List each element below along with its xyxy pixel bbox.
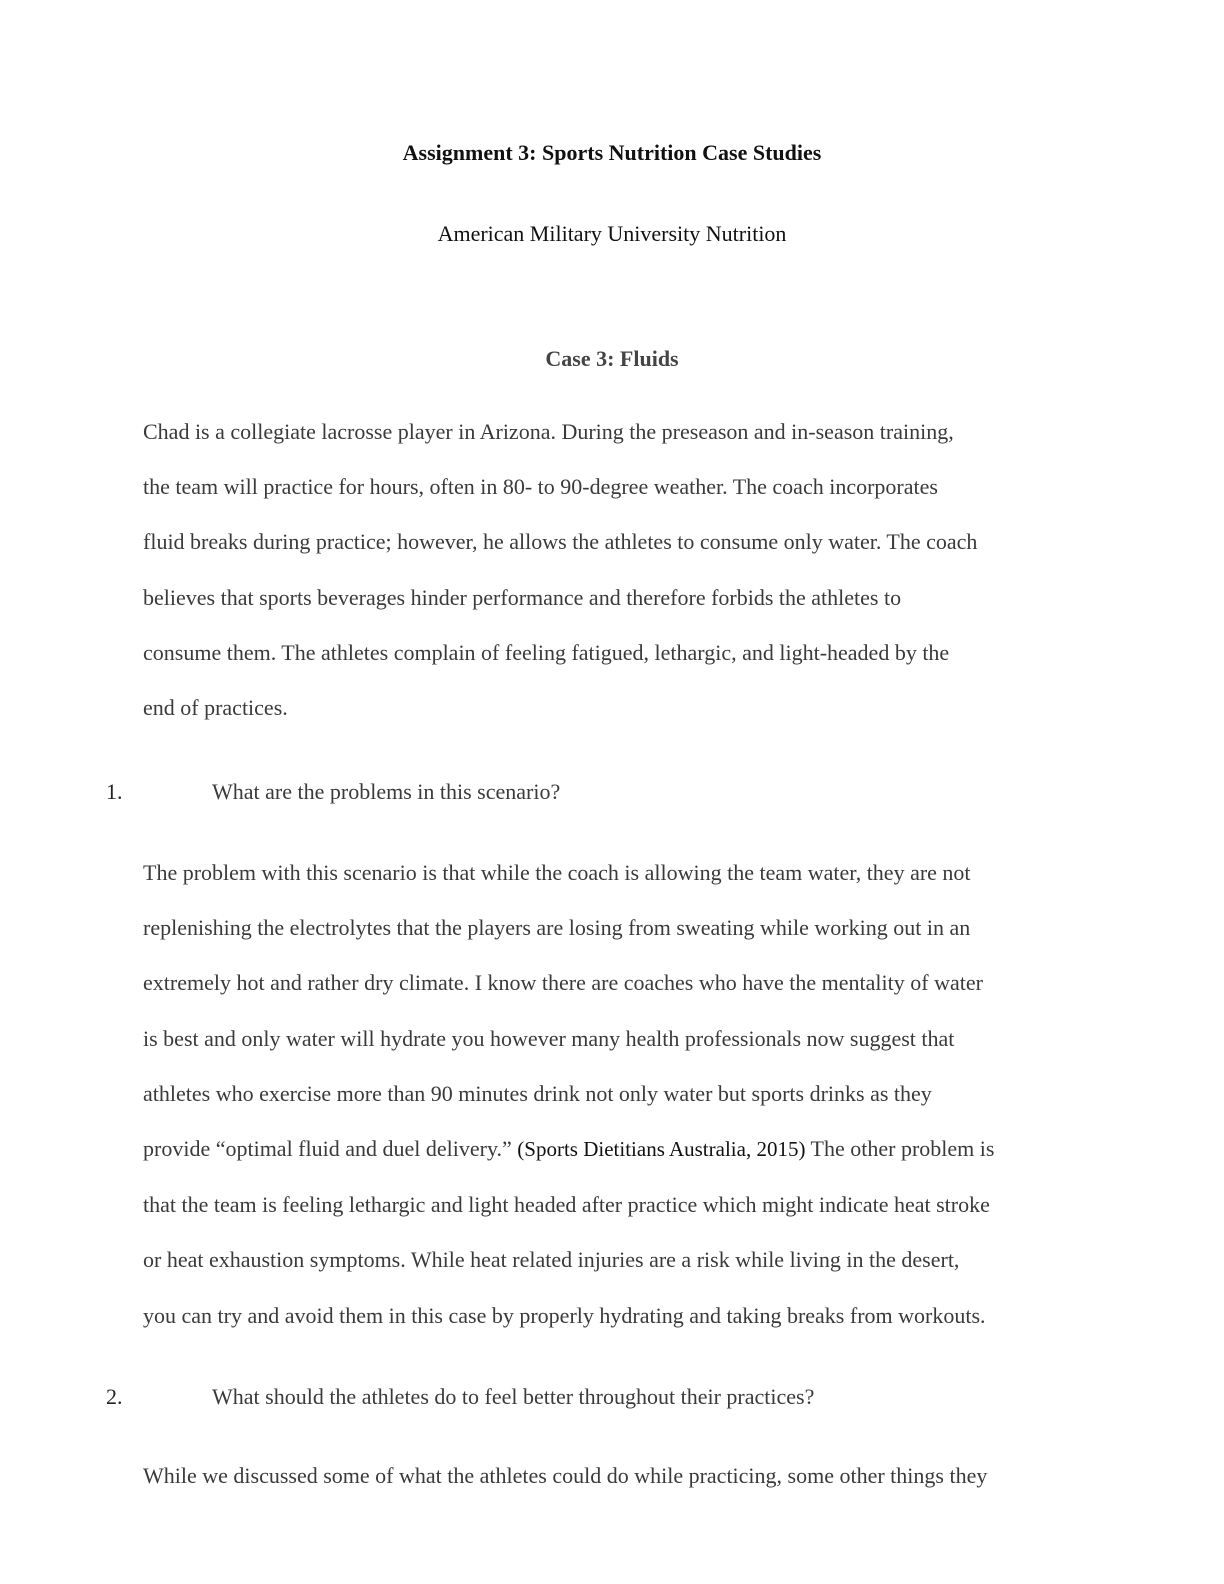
question-text: What are the problems in this scenario?	[212, 779, 561, 804]
answer-line: athletes who exercise more than 90 minutes drink not only water but sports drinks as they	[143, 1080, 932, 1106]
document-title: Assignment 3: Sports Nutrition Case Studies	[402, 140, 822, 165]
intro-line: believes that sports beverages hinder performance and therefore forbids the athletes to	[143, 584, 902, 610]
answer-line: or heat exhaustion symptoms. While heat related injuries are a risk while living in the desert,	[143, 1247, 960, 1273]
answer-line-with-citation	[143, 1121, 1078, 1177]
answer-line: you can try and avoid them in this case by properly hydrating and taking breaks from workouts.	[143, 1302, 986, 1328]
answer-text: provide “optimal fluid and duel delivery.”	[143, 1136, 518, 1162]
question-number: 2.	[106, 1384, 123, 1409]
intro-paragraph	[143, 404, 1078, 735]
question-2	[106, 1381, 814, 1413]
document-subtitle: American Military University Nutrition	[437, 221, 787, 246]
answer-text: The other problem is	[805, 1136, 995, 1162]
answer-line: replenishing the electrolytes that the players are losing from sweating while working out in an	[143, 915, 971, 941]
question-text: What should the athletes do to feel better throughout their practices?	[212, 1384, 815, 1409]
intro-line: the team will practice for hours, often in 80- to 90-degree weather. The coach incorporates	[143, 474, 938, 500]
answer-line: is best and only water will hydrate you however many health professionals now suggest that	[143, 1025, 955, 1051]
citation: (Sports Dietitians Australia, 2015)	[517, 1137, 806, 1162]
question-1	[106, 776, 560, 808]
case-heading: Case 3: Fluids	[545, 346, 679, 371]
intro-line: consume them. The athletes complain of feeling fatigued, lethargic, and light-headed by the	[143, 639, 950, 665]
intro-line: end of practices.	[143, 695, 288, 721]
answer-2-paragraph	[143, 1448, 1078, 1503]
answer-line: that the team is feeling lethargic and light headed after practice which might indicate heat stroke	[143, 1192, 990, 1218]
answer-1-paragraph	[143, 845, 1078, 1343]
answer-line: While we discussed some of what the athletes could do while practicing, some other things they	[143, 1463, 988, 1488]
intro-line: fluid breaks during practice; however, he allows the athletes to consume only water. The coach	[143, 529, 978, 555]
question-number: 1.	[106, 779, 123, 804]
answer-line: extremely hot and rather dry climate. I know there are coaches who have the mentality of water	[143, 970, 983, 996]
answer-line: The problem with this scenario is that while the coach is allowing the team water, they are not	[143, 860, 971, 885]
intro-line: Chad is a collegiate lacrosse player in Arizona. During the preseason and in-season training,	[143, 419, 954, 444]
